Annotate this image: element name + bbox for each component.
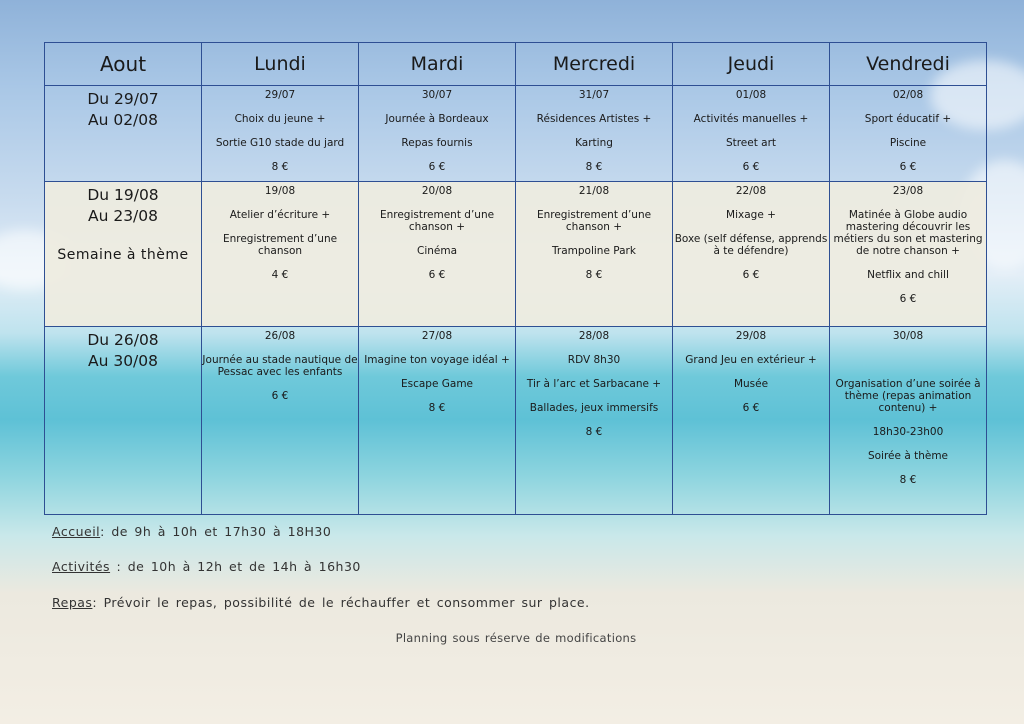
activity-item: RDV 8h30 [567,354,621,366]
activity-item: Musée [733,378,769,390]
week-period-cell [45,86,202,182]
activity-item: Organisation d’une soirée à thème (repas animation contenu) + [835,378,981,414]
period-from: Du 29/07 [87,90,159,108]
activity-cell [673,327,830,515]
activity-item: 18h30-23h00 [872,426,944,438]
activity-date: 22/08 [735,185,767,197]
period-to: Au 02/08 [87,111,159,129]
activity-item [830,354,986,366]
activity-cell [359,182,516,327]
activity-item: Karting [575,137,613,149]
activity-date: 30/07 [421,89,453,101]
week-row [45,86,987,182]
footer-disclaimer: Planning sous réserve de modifications [395,631,637,645]
activity-item: Sport éducatif + [864,113,952,125]
activity-price: 6 € [742,402,760,414]
week-theme: Semaine à thème [57,247,189,263]
notes-accueil [52,524,331,539]
activity-date: 31/07 [578,89,610,101]
activity-item: Mixage + [726,209,776,221]
activity-item: Ballades, jeux immersifs [529,402,659,414]
activity-item: Enregistrement d’une chanson [222,233,338,257]
activity-cell [830,327,987,515]
activity-cell [516,182,673,327]
activity-item: Escape Game [400,378,474,390]
activity-item: Atelier d’écriture + [229,209,331,221]
week-period-cell [45,327,202,515]
period-to: Au 30/08 [87,352,159,370]
activity-date: 23/08 [892,185,924,197]
activity-date: 26/08 [264,330,296,342]
activity-cell [516,327,673,515]
notes-repas [52,595,590,610]
activity-price: 8 € [271,161,289,173]
activity-cell [202,327,359,515]
activity-item: Piscine [889,137,927,149]
activity-date: 28/08 [578,330,610,342]
activity-item: Activités manuelles + [693,113,809,125]
activity-cell [673,86,830,182]
activity-cell [359,327,516,515]
accueil-text: : de 9h à 10h et 17h30 à 18H30 [100,524,332,539]
repas-label: Repas [52,595,93,610]
activity-cell [830,86,987,182]
activity-price: 6 € [428,269,446,281]
repas-text: : Prévoir le repas, possibilité de le réchauffer et consommer sur place. [92,595,590,610]
activity-item: Boxe (self défense, apprends à te défendre) [674,233,828,257]
period-from: Du 26/08 [87,331,159,349]
period-to: Au 23/08 [87,207,159,225]
activity-item: Netflix and chill [867,269,949,281]
activity-item: Grand Jeu en extérieur + [685,354,817,366]
activity-item: Repas fournis [401,137,473,149]
activity-date: 20/08 [421,185,453,197]
activity-cell [830,182,987,327]
activity-item: Trampoline Park [552,245,636,257]
activity-price: 8 € [899,474,917,486]
week-period-cell [45,182,202,327]
activity-item: Imagine ton voyage idéal + [364,354,510,366]
activity-item: Journée au stade nautique de Pessac avec les enfants [202,354,358,378]
activity-item: Cinéma [416,245,458,257]
planning-table [44,42,987,515]
activity-item: Matinée à Globe audio mastering découvrir les métiers du son et mastering de notre chanson + [833,209,983,257]
day-header-mardi: Mardi [359,43,516,86]
activity-date: 29/08 [735,330,767,342]
activity-price: 6 € [899,161,917,173]
activity-item: Sortie G10 stade du jard [215,137,345,149]
day-header-vendredi: Vendredi [830,43,987,86]
activity-price: 6 € [899,293,917,305]
activity-cell [202,182,359,327]
activity-item: Soirée à thème [867,450,949,462]
day-header-jeudi: Jeudi [673,43,830,86]
activity-item: Résidences Artistes + [536,113,652,125]
activity-date: 30/08 [892,330,924,342]
activity-item: Choix du jeune + [234,113,326,125]
activity-item: Enregistrement d’une chanson + [536,209,652,233]
activity-item: Street art [725,137,777,149]
week-row [45,327,987,515]
activites-label: Activités [52,559,111,574]
header-row [45,43,987,86]
activity-price: 6 € [428,161,446,173]
activity-price: 8 € [428,402,446,414]
accueil-label: Accueil [52,524,101,539]
activity-cell [359,86,516,182]
activity-date: 02/08 [892,89,924,101]
activity-date: 01/08 [735,89,767,101]
activity-item: Enregistrement d’une chanson + [379,209,495,233]
activity-item: Journée à Bordeaux [385,113,489,125]
activity-price: 8 € [585,426,603,438]
activity-price: 6 € [742,269,760,281]
activites-text: : de 10h à 12h et de 14h à 16h30 [110,559,361,574]
week-row [45,182,987,327]
day-header-mercredi: Mercredi [516,43,673,86]
activity-cell [673,182,830,327]
activity-date: 29/07 [264,89,296,101]
activity-price: 8 € [585,269,603,281]
activity-price: 8 € [585,161,603,173]
day-header-lundi: Lundi [202,43,359,86]
activity-date: 27/08 [421,330,453,342]
activity-price: 6 € [271,390,289,402]
activity-cell [516,86,673,182]
activity-price: 4 € [271,269,289,281]
activity-price: 6 € [742,161,760,173]
notes-activites [52,559,361,574]
activity-item: Tir à l’arc et Sarbacane + [526,378,662,390]
period-from: Du 19/08 [87,186,159,204]
month-header: Aout [45,43,202,86]
activity-date: 19/08 [264,185,296,197]
activity-date: 21/08 [578,185,610,197]
activity-cell [202,86,359,182]
